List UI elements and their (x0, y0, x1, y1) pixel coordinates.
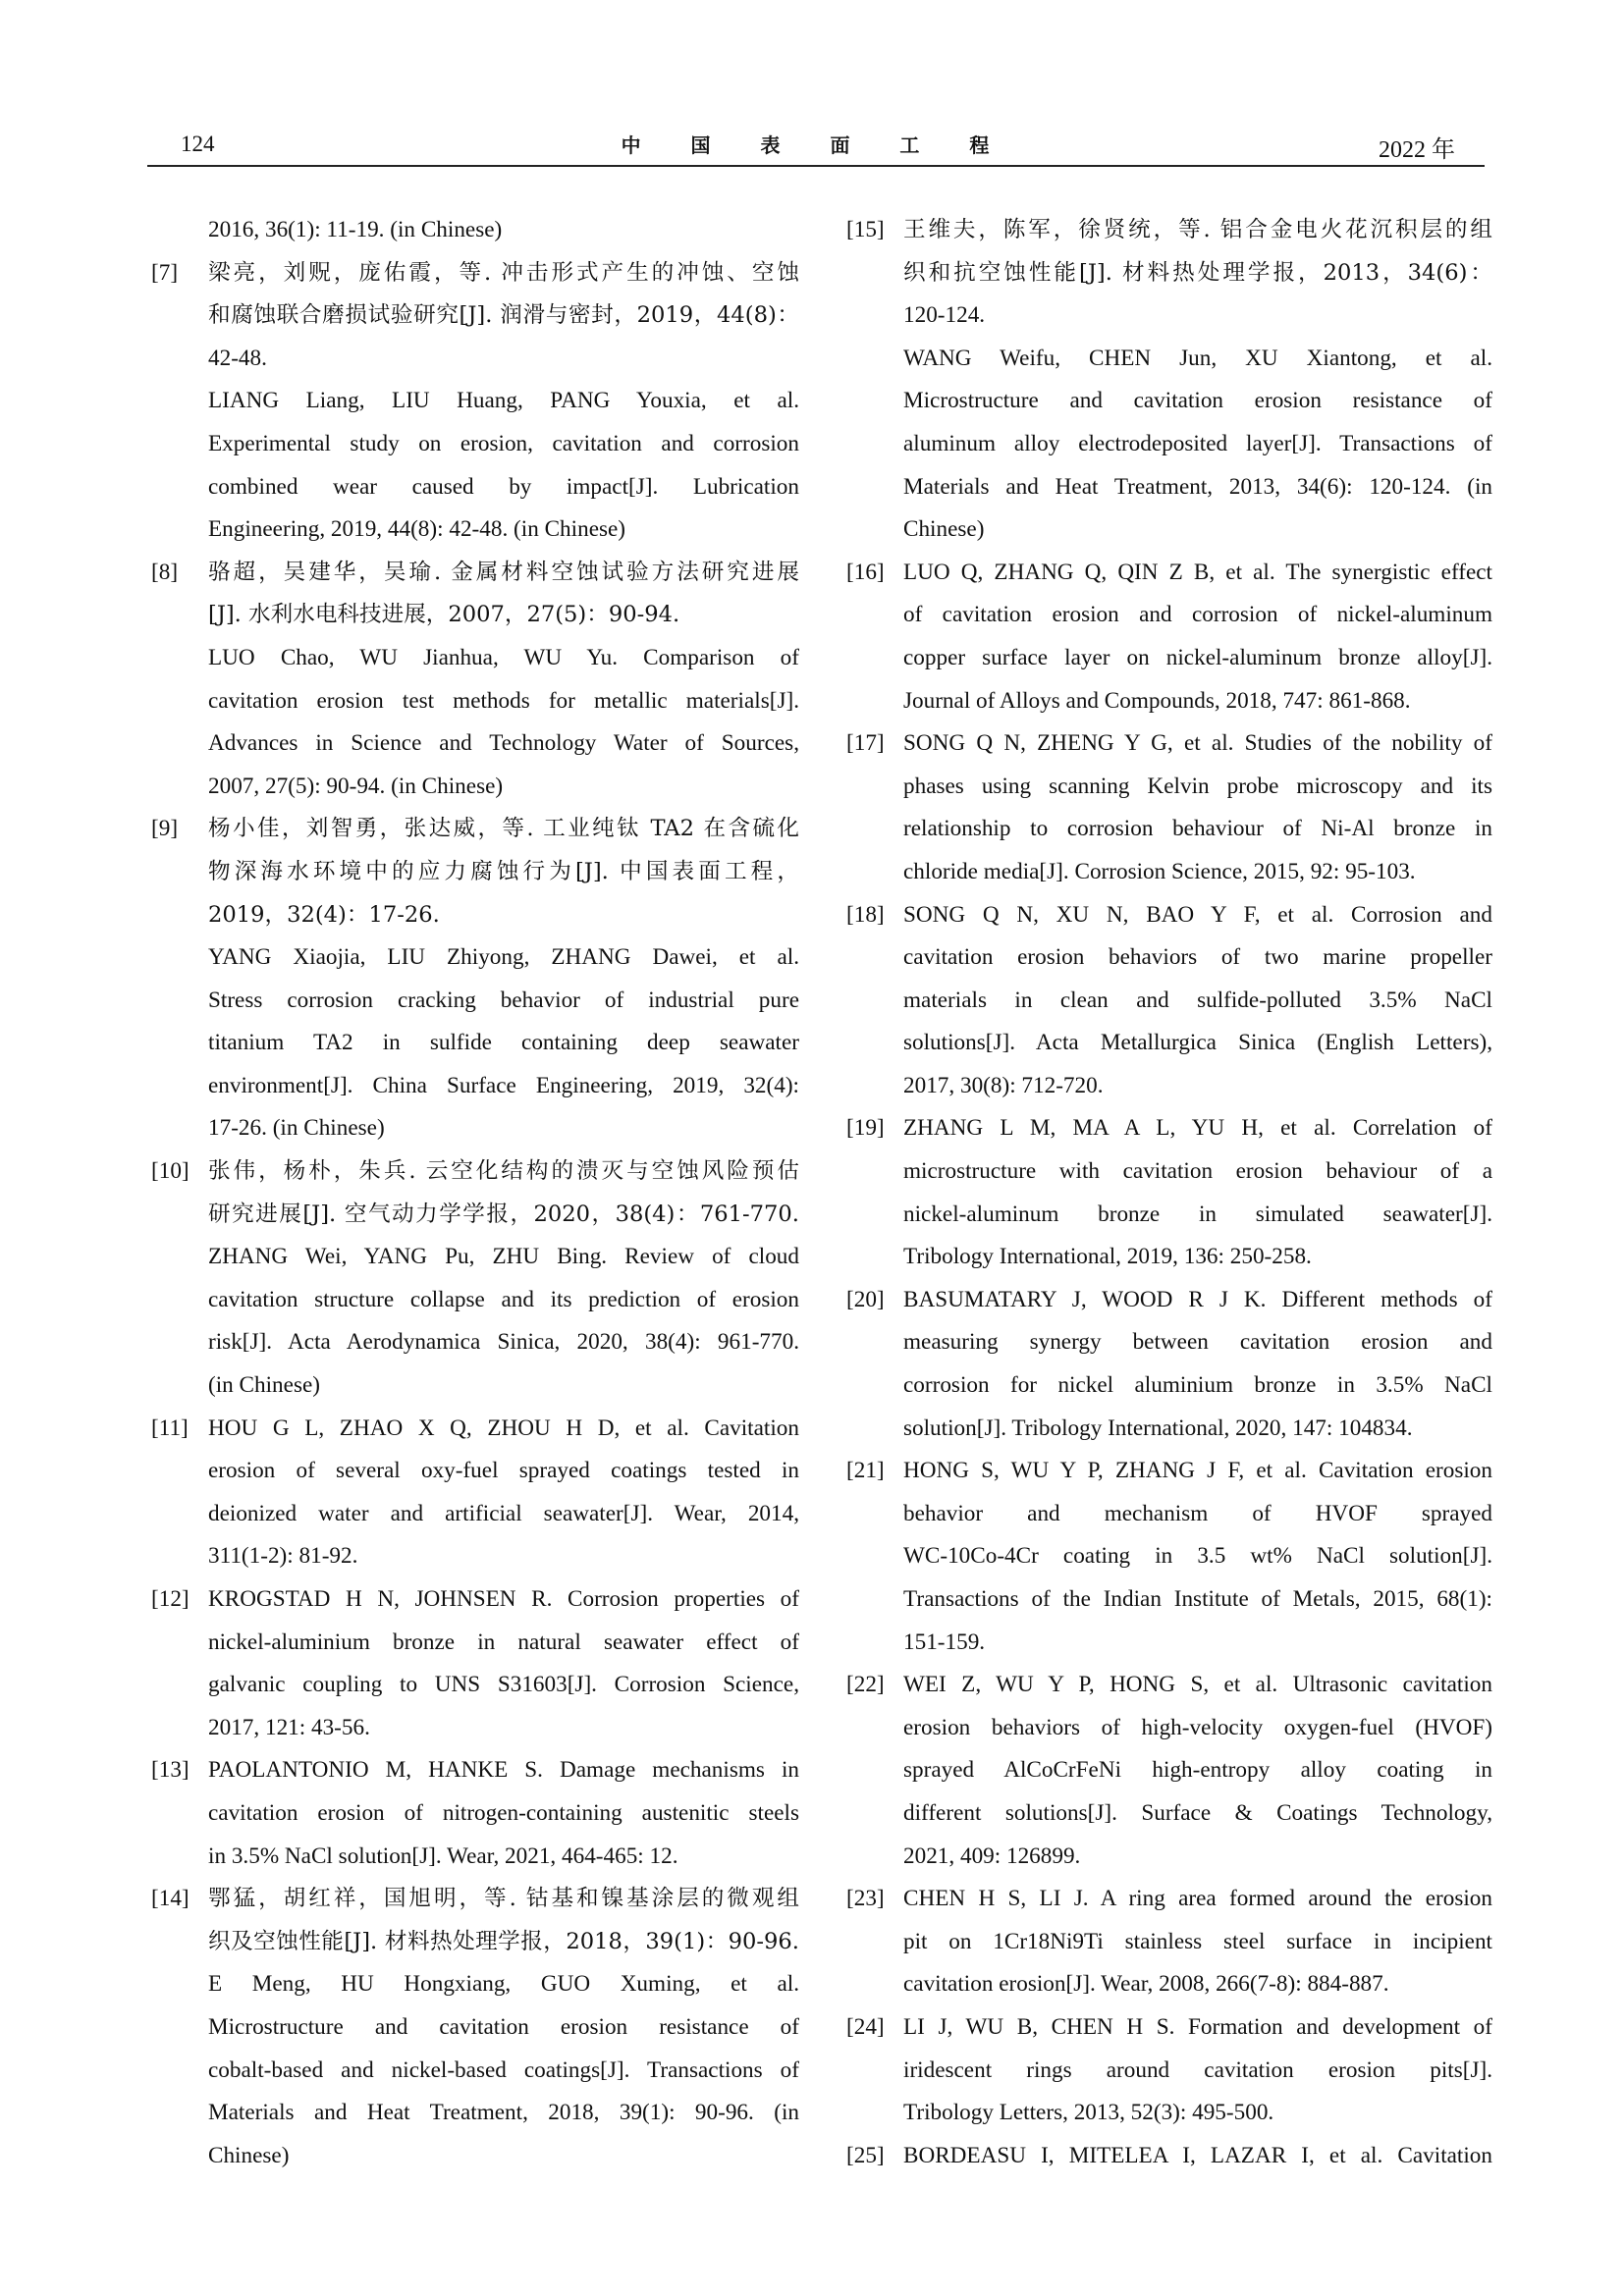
journal-name: 中 国 表 面 工 程 (621, 133, 1011, 157)
reference-text-line: 织及空蚀性能[J]. 材料热处理学报，2018，39(1)：90-96. (208, 1928, 799, 1954)
reference-text-line: cavitation erosion of nitrogen-containing austenitic steels (208, 1799, 799, 1826)
reference-text-line: ZHANG Wei, YANG Pu, ZHU Bing. Review of cloud (208, 1244, 799, 1270)
reference-entry (846, 2135, 1492, 2178)
reference-text-line: 梁亮，刘贶，庞佑霞，等. 冲击形式产生的冲蚀、空蚀 (208, 259, 799, 286)
reference-text-line: Microstructure and cavitation erosion resistance of (208, 2013, 799, 2040)
reference-list-right-column (846, 209, 1492, 2177)
reference-text-line: risk[J]. Acta Aerodynamica Sinica, 2020, 38(4): 961-770. (208, 1329, 799, 1356)
reference-entry (846, 722, 1492, 893)
reference-text-line: BASUMATARY J, WOOD R J K. Different methods of (903, 1286, 1492, 1312)
reference-text-line: 2017, 121: 43-56. (208, 1714, 370, 1740)
reference-number: [11] (151, 1415, 189, 1441)
reference-entry (151, 552, 799, 809)
reference-text-line: PAOLANTONIO M, HANKE S. Damage mechanisms in (208, 1757, 799, 1784)
reference-number: [12] (151, 1586, 189, 1612)
reference-text-line: 王维夫，陈军，徐贤统，等. 铝合金电火花沉积层的组 (903, 217, 1492, 242)
reference-number: [21] (846, 1458, 885, 1484)
reference-text-line: 2017, 30(8): 712-720. (903, 1072, 1104, 1098)
reference-text-line: measuring synergy between cavitation erosion and (903, 1329, 1492, 1356)
reference-text-line: WEI Z, WU Y P, HONG S, et al. Ultrasonic cavitation (903, 1672, 1492, 1698)
reference-text-line: HONG S, WU Y P, ZHANG J F, et al. Cavitation erosion (903, 1458, 1492, 1484)
reference-text-line: 织和抗空蚀性能[J]. 材料热处理学报，2013，34(6)： (903, 259, 1492, 286)
publication-year: 2022 年 (1379, 137, 1455, 163)
reference-text-line: 151-159. (903, 1629, 986, 1655)
reference-text-line: 2019，32(4)：17-26. (208, 901, 440, 928)
reference-text-line: cavitation erosion[J]. Wear, 2008, 266(7-8): 884-887. (903, 1971, 1389, 1998)
reference-number: [14] (151, 1886, 189, 1912)
reference-text-line: of cavitation erosion and corrosion of nickel-aluminum (903, 602, 1492, 628)
reference-text-line: Materials and Heat Treatment, 2013, 34(6): 120-124. (in (903, 473, 1492, 500)
reference-text-line: CHEN H S, LI J. A ring area formed around the erosion (903, 1886, 1492, 1912)
reference-text-line: cavitation structure collapse and its prediction of erosion (208, 1286, 799, 1312)
reference-number: [22] (846, 1672, 885, 1698)
reference-text-line: LUO Chao, WU Jianhua, WU Yu. Comparison of (208, 644, 799, 670)
reference-text-line: Materials and Heat Treatment, 2018, 39(1): 90-96. (in (208, 2100, 799, 2126)
reference-entry (846, 894, 1492, 1108)
reference-text-line: cavitation erosion test methods for metallic materials[J]. (208, 687, 799, 714)
reference-text-line: galvanic coupling to UNS S31603[J]. Corrosion Science, (208, 1672, 799, 1698)
reference-entry (846, 1664, 1492, 1878)
reference-entry (151, 209, 799, 252)
reference-text-line: chloride media[J]. Corrosion Science, 2015, 92: 95-103. (903, 858, 1416, 884)
reference-text-line: LI J, WU B, CHEN H S. Formation and development of (903, 2013, 1492, 2040)
reference-text-line: relationship to corrosion behaviour of Ni-Al bronze in (903, 816, 1492, 842)
reference-text-line: 鄂猛，胡红祥，国旭明，等. 钴基和镍基涂层的微观组 (208, 1886, 799, 1912)
reference-text-line: Tribology International, 2019, 136: 250-258. (903, 1244, 1312, 1270)
reference-number: [19] (846, 1115, 885, 1142)
reference-entry (846, 1107, 1492, 1278)
reference-entry (151, 1150, 799, 1408)
reference-text-line: E Meng, HU Hongxiang, GUO Xuming, et al. (208, 1971, 799, 1998)
reference-text-line: erosion behaviors of high-velocity oxygen-fuel (HVOF) (903, 1714, 1492, 1740)
reference-text-line: 骆超，吴建华，吴瑜. 金属材料空蚀试验方法研究进展 (208, 559, 799, 585)
reference-entry (846, 1450, 1492, 1664)
reference-text-line: [J]. 水利水电科技进展，2007，27(5)：90-94. (208, 602, 680, 628)
reference-text-line: environment[J]. China Surface Engineering, 2019, 32(4): (208, 1072, 799, 1098)
reference-text-line: KROGSTAD H N, JOHNSEN R. Corrosion properties of (208, 1586, 799, 1612)
reference-entry (846, 552, 1492, 722)
reference-text-line: behavior and mechanism of HVOF sprayed (903, 1500, 1492, 1526)
reference-text-line: 2007, 27(5): 90-94. (in Chinese) (208, 773, 504, 799)
reference-number: [16] (846, 559, 885, 585)
reference-text-line: nickel-aluminium bronze in natural seawater effect of (208, 1629, 799, 1655)
reference-text-line: cobalt-based and nickel-based coatings[J]. Transactions of (208, 2056, 799, 2083)
reference-text-line: 2016, 36(1): 11-19. (in Chinese) (208, 217, 503, 242)
reference-text-line: WANG Weifu, CHEN Jun, XU Xiantong, et al. (903, 345, 1492, 371)
reference-text-line: materials in clean and sulfide-polluted 3.5% NaCl (903, 987, 1492, 1013)
reference-text-line: different solutions[J]. Surface & Coatings Technology, (903, 1799, 1492, 1826)
reference-text-line: erosion of several oxy-fuel sprayed coatings tested in (208, 1458, 799, 1484)
reference-entry (846, 209, 1492, 552)
reference-text-line: combined wear caused by impact[J]. Lubrication (208, 473, 799, 500)
reference-entry (846, 1279, 1492, 1450)
reference-text-line: LIANG Liang, LIU Huang, PANG Youxia, et al. (208, 388, 799, 414)
reference-entry (151, 1578, 799, 1749)
reference-text-line: 研究进展[J]. 空气动力学学报，2020，38(4)：761-770. (208, 1201, 799, 1227)
reference-entry (151, 1749, 799, 1878)
reference-text-line: solutions[J]. Acta Metallurgica Sinica (English Letters), (903, 1030, 1492, 1056)
reference-text-line: Tribology Letters, 2013, 52(3): 495-500. (903, 2100, 1274, 2126)
reference-text-line: (in Chinese) (208, 1372, 320, 1399)
reference-text-line: aluminum alloy electrodeposited layer[J]. Transactions of (903, 430, 1492, 456)
page-number: 124 (181, 132, 215, 156)
reference-number: [10] (151, 1158, 189, 1185)
reference-text-line: YANG Xiaojia, LIU Zhiyong, ZHANG Dawei, et al. (208, 944, 799, 971)
reference-text-line: 42-48. (208, 345, 267, 371)
reference-text-line: in 3.5% NaCl solution[J]. Wear, 2021, 464-465: 12. (208, 1842, 678, 1869)
reference-entry (151, 252, 799, 552)
reference-text-line: iridescent rings around cavitation erosion pits[J]. (903, 2056, 1492, 2083)
reference-text-line: pit on 1Cr18Ni9Ti stainless steel surface in incipient (903, 1928, 1492, 1954)
reference-entry (846, 2006, 1492, 2135)
reference-number: [20] (846, 1286, 885, 1312)
reference-number: [8] (151, 559, 179, 585)
reference-text-line: nickel-aluminum bronze in simulated seawater[J]. (903, 1201, 1492, 1227)
reference-number: [17] (846, 730, 885, 757)
reference-text-line: SONG Q N, ZHENG Y G, et al. Studies of the nobility of (903, 730, 1492, 757)
reference-number: [24] (846, 2013, 885, 2040)
running-header (147, 126, 1485, 167)
reference-number: [9] (151, 816, 179, 842)
reference-text-line: Experimental study on erosion, cavitation and corrosion (208, 430, 799, 456)
reference-text-line: Engineering, 2019, 44(8): 42-48. (in Chinese) (208, 516, 626, 543)
reference-number: [13] (151, 1757, 189, 1784)
reference-text-line: WC-10Co-4Cr coating in 3.5 wt% NaCl solution[J]. (903, 1543, 1492, 1570)
reference-text-line: Chinese) (903, 516, 985, 543)
reference-text-line: 和腐蚀联合磨损试验研究[J]. 润滑与密封，2019，44(8)： (208, 302, 799, 329)
reference-text-line: Transactions of the Indian Institute of Metals, 2015, 68(1): (903, 1586, 1492, 1612)
reference-text-line: 17-26. (in Chinese) (208, 1115, 385, 1142)
reference-list-left-column (151, 209, 799, 2177)
reference-text-line: solution[J]. Tribology International, 2020, 147: 104834. (903, 1415, 1413, 1441)
reference-number: [7] (151, 259, 179, 286)
reference-text-line: Microstructure and cavitation erosion resistance of (903, 388, 1492, 414)
reference-number: [23] (846, 1886, 885, 1912)
reference-text-line: 311(1-2): 81-92. (208, 1543, 358, 1570)
reference-text-line: titanium TA2 in sulfide containing deep seawater (208, 1030, 799, 1056)
reference-text-line: copper surface layer on nickel-aluminum bronze alloy[J]. (903, 644, 1492, 670)
reference-number: [15] (846, 217, 885, 242)
reference-text-line: ZHANG L M, MA A L, YU H, et al. Correlation of (903, 1115, 1492, 1142)
reference-number: [25] (846, 2142, 885, 2168)
reference-text-line: Advances in Science and Technology Water of Sources, (208, 730, 799, 757)
reference-text-line: cavitation erosion behaviors of two marine propeller (903, 944, 1492, 971)
reference-text-line: Journal of Alloys and Compounds, 2018, 747: 861-868. (903, 687, 1411, 714)
reference-entry (846, 1878, 1492, 2006)
reference-text-line: Chinese) (208, 2142, 290, 2168)
reference-text-line: BORDEASU I, MITELEA I, LAZAR I, et al. Cavitation (903, 2142, 1492, 2168)
reference-text-line: 物深海水环境中的应力腐蚀行为[J]. 中国表面工程， (208, 858, 799, 884)
reference-text-line: deionized water and artificial seawater[J]. Wear, 2014, (208, 1500, 799, 1526)
reference-text-line: LUO Q, ZHANG Q, QIN Z B, et al. The synergistic effect (903, 559, 1492, 585)
reference-entry (151, 808, 799, 1150)
reference-text-line: 张伟，杨朴，朱兵. 云空化结构的溃灭与空蚀风险预估 (208, 1158, 799, 1185)
reference-entry (151, 1408, 799, 1578)
reference-text-line: 2021, 409: 126899. (903, 1842, 1081, 1869)
reference-text-line: microstructure with cavitation erosion behaviour of a (903, 1158, 1492, 1185)
reference-entry (151, 1878, 799, 2177)
reference-text-line: phases using scanning Kelvin probe microscopy and its (903, 773, 1492, 799)
reference-text-line: corrosion for nickel aluminium bronze in 3.5% NaCl (903, 1372, 1492, 1399)
reference-text-line: Stress corrosion cracking behavior of industrial pure (208, 987, 799, 1013)
reference-text-line: 杨小佳，刘智勇，张达威，等. 工业纯钛 TA2 在含硫化 (208, 816, 799, 842)
reference-text-line: sprayed AlCoCrFeNi high-entropy alloy coating in (903, 1757, 1492, 1784)
reference-number: [18] (846, 901, 885, 928)
reference-text-line: SONG Q N, XU N, BAO Y F, et al. Corrosion and (903, 901, 1492, 928)
reference-text-line: 120-124. (903, 302, 986, 329)
reference-text-line: HOU G L, ZHAO X Q, ZHOU H D, et al. Cavitation (208, 1415, 799, 1441)
